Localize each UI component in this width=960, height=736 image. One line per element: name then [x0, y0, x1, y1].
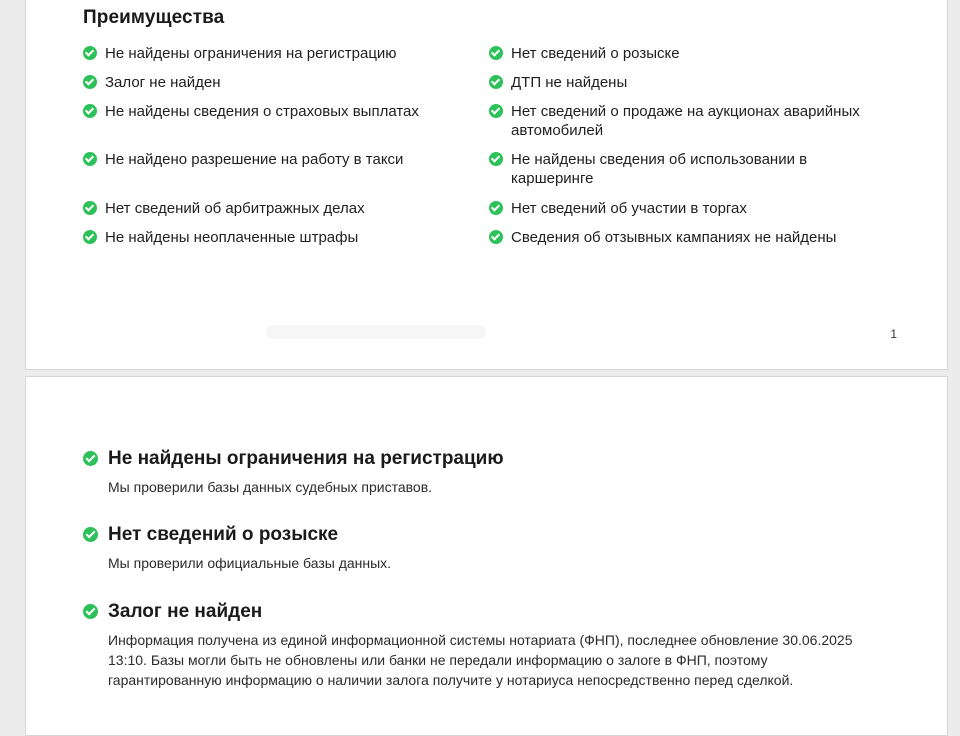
check-circle-icon — [489, 75, 503, 89]
detail-title: Залог не найден — [108, 601, 263, 622]
report-page-1 — [25, 0, 948, 370]
check-circle-icon — [489, 230, 503, 244]
advantage-label: Не найдено разрешение на работу в такси — [105, 151, 404, 168]
advantage-label: Не найдены неоплаченные штрафы — [105, 229, 359, 246]
advantage-label: Не найдены сведения об использовании в каршеринге — [511, 151, 808, 187]
detail-text: Мы проверили базы данных судебных приставов. — [108, 479, 433, 495]
check-circle-icon — [83, 75, 97, 89]
check-circle-icon — [489, 104, 503, 118]
blurred-footer-mark — [266, 325, 486, 339]
check-circle-icon — [83, 104, 97, 118]
detail-text: Мы проверили официальные базы данных. — [108, 555, 392, 571]
check-circle-icon — [489, 201, 503, 215]
advantage-label: Нет сведений о розыске — [511, 45, 680, 62]
check-circle-icon — [83, 152, 97, 166]
check-circle-icon — [83, 201, 97, 215]
advantage-label: Не найдены ограничения на регистрацию — [105, 45, 397, 62]
check-circle-icon — [83, 604, 98, 619]
advantage-label: Не найдены сведения о страховых выплатах — [105, 103, 419, 120]
advantage-label: Нет сведений об участии в торгах — [511, 200, 747, 217]
advantage-label: Сведения об отзывных кампаниях не найдены — [511, 229, 837, 246]
advantage-label: ДТП не найдены — [511, 74, 628, 91]
advantage-label: Залог не найден — [105, 74, 221, 91]
detail-title: Не найдены ограничения на регистрацию — [108, 448, 504, 469]
advantage-label: Нет сведений об арбитражных делах — [105, 200, 365, 217]
detail-text: Информация получена из единой информационной системы нотариата (ФНП), последнее обновление 30.06.2025 13:10. Базы могли быть не обновлены или банки не передали информацию о залоге в ФНП, поэтому гарантированную информацию о наличии залога получите у нотариуса непосредственно перед сделкой. — [108, 632, 853, 688]
check-circle-icon — [83, 46, 97, 60]
check-circle-icon — [489, 46, 503, 60]
check-circle-icon — [83, 527, 98, 542]
report-page-2 — [25, 376, 948, 736]
advantages-title: Преимущества — [83, 7, 225, 28]
detail-title: Нет сведений о розыске — [108, 524, 339, 545]
advantage-label: Нет сведений о продаже на аукционах аварийных автомобилей — [511, 103, 860, 139]
page-number: 1 — [890, 327, 897, 341]
check-circle-icon — [489, 152, 503, 166]
check-circle-icon — [83, 230, 97, 244]
check-circle-icon — [83, 451, 98, 466]
